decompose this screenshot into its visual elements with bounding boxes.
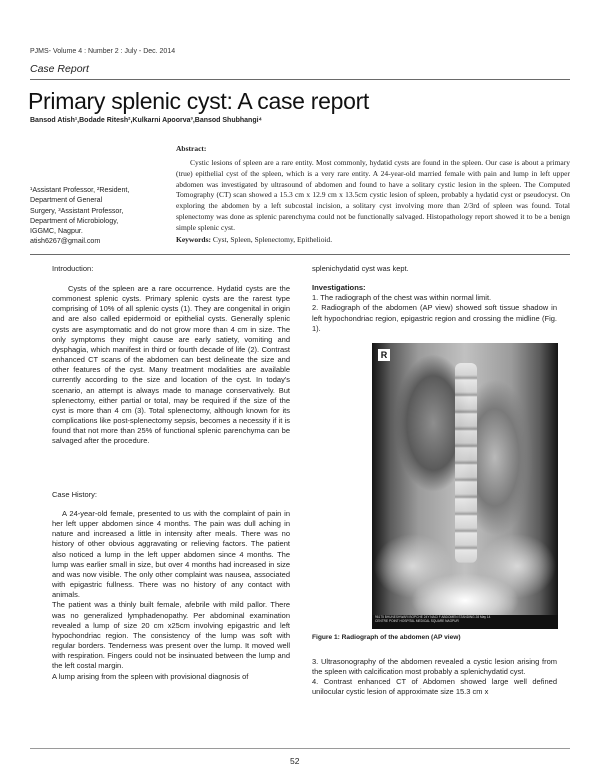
intro-heading: Introduction: xyxy=(52,264,94,273)
abstract-block xyxy=(176,144,570,246)
affiliation-line: IGGMC, Nagpur. xyxy=(30,227,83,236)
investigation-item-3: 3. Ultrasonography of the abdomen revealed a cystic lesion arising from the spleen with calcification most probably a splenichydatid cyst. xyxy=(312,657,557,677)
author-email[interactable]: atish6267@gmail.com xyxy=(30,237,101,246)
intro-text: Cysts of the spleen are a rare occurrence. Hydatid cysts are the commonest splenic cysts. Primary splenic cysts are the rarest type comprising of 10% of all splenic cysts (1). They are congenital in origin and are also called epidermoid or epithelial cysts. Generally splenic cysts are asymptomatic and do not grow more than 4 cm in size. The only symptoms they might cause are early satiety, vomiting and dysphagia, which manifest in third or fourth decade of life (2). Contrast enhanced CT scans of the abdomen can best delineate the size and other features of the cyst. Many treatment modalities are available currently according to the size and location of the cyst. In today's scenario, an attempt is always made to manage conservatively. But splenectomy, either partial or total, may be required if the size of the cyst is more than 4 cm (3). Total splenectomy, although known for its complications like post-splenectomy sepsis, becomes a necessity if it is found that not more than 25% of functional splenic parenchyma can be salvaged after the procedure. xyxy=(52,284,290,446)
affiliation-line: Department of Microbiology, xyxy=(30,216,119,225)
investigation-item-1: 1. The radiograph of the chest was within normal limit. xyxy=(312,293,492,303)
investigation-item-2: 2. Radiograph of the abdomen (AP view) showed soft tissue shadow in left hypochondriac region, epigastric region and crossing the midline (Fig. 1). xyxy=(312,303,557,333)
case-history-p2: The patient was a thinly built female, afebrile with mild pallor. There was no generalized lymphadenopathy. Per abdominal examination revealed a lump of size 20 cm x25cm involving epigastric and left hypochondriac region. The consistency of the lump was soft with regular borders. Tenderness was present over the lump. It moved well with respiration. Fingers could not be insinuated between the lump and the left costal margin. xyxy=(52,600,290,671)
affiliation-line: Surgery, ³Assistant Professor, xyxy=(30,206,124,215)
figure-caption: Figure 1: Radiograph of the abdomen (AP view) xyxy=(312,634,461,641)
article-title: Primary splenic cyst: A case report xyxy=(28,88,370,114)
continuation-text: splenichydatid cyst was kept. xyxy=(312,264,409,273)
abstract-text: Cystic lesions of spleen are a rare entity. Most commonly, hydatid cysts are found in the spleen. Our case is about a primary (true) epithelial cyst of the spleen, which is a very rare entity. A 24-year-old married female with pain and lump in left upper abdomen was investigated by ultrasound of abdomen and found to have a solitary cystic lesion in the spleen. The Computed Tomography (CT) scan showed a 15.3 cm x 12.9 cm x 13.5cm cystic lesion of spleen, probably a hydatid cyst or pseudocyst. On exploring the abdomen by a left subcostal incision, a solitary cyst involving more than 2/3rd of spleen was found. Total splenectomy was done as splenic parenchyma could not be functionally salvaged. Histopathology report showed it to be a benign simple splenic cyst. xyxy=(176,157,570,232)
header-divider xyxy=(30,79,570,80)
journal-info: PJMS- Volume 4 : Number 2 : July - Dec. 2014 xyxy=(30,48,176,55)
xray-figure xyxy=(372,343,558,629)
case-history-p1: A 24-year-old female, presented to us with the complaint of pain in her left upper abdomen since 4 months. The pain was dull aching in nature and increased a little in intensity after meals. There was no history of other obvious aggravating or relieving factors. The patient also noticed a lump in the left upper abdomen since 4 months. The lump was earlier small in size, but over 4 months had increased in size and was now visible. The only other complaint was nausea, associated with epigastric fullness. There was no history of any contact with animals. xyxy=(52,509,290,600)
keywords-text: Cyst, Spleen, Splenectomy, Epithelioid. xyxy=(212,234,333,244)
author-list: Bansod Atish¹,Bodade Ritesh²,Kulkarni Apoorva³,Bansod Shubhangi⁴ xyxy=(30,117,263,124)
case-history-heading: Case History: xyxy=(52,490,98,499)
intro-section xyxy=(52,284,290,447)
right-column-text xyxy=(312,264,557,334)
section-label: Case Report xyxy=(30,63,89,75)
case-history-p3: A lump arising from the spleen with provisional diagnosis of xyxy=(52,671,249,681)
side-marker: R xyxy=(378,349,390,361)
footer-divider xyxy=(30,748,570,749)
xray-label-strip xyxy=(372,615,558,629)
keywords-label: Keywords: xyxy=(176,234,211,244)
xray-label-line: CENTRE POINT HOSPITAL MEDICAL SQUARE NAGPUR xyxy=(375,619,459,624)
page-number: 52 xyxy=(290,756,300,766)
investigations-heading: Investigations: xyxy=(312,283,366,293)
abstract-divider xyxy=(30,254,570,255)
abstract-heading: Abstract: xyxy=(176,144,207,153)
keywords xyxy=(176,235,570,246)
right-column-lower xyxy=(312,657,557,698)
investigation-item-4: 4. Contrast enhanced CT of Abdomen showed large well defined unilocular cystic lesion of approximate size 15.3 cm x xyxy=(312,677,557,697)
affiliation-line: Department of General xyxy=(30,196,103,205)
xray-label-line: 96175 BHUNESHWARI BOPCHE 24Y NACI F ABDOMEN STANDING 28 May 14 xyxy=(375,615,491,619)
author-affiliation xyxy=(30,185,170,247)
spine-shadow xyxy=(455,363,477,563)
affiliation-line: ¹Assistant Professor, ²Resident, xyxy=(30,186,130,194)
case-history-section xyxy=(52,509,290,682)
